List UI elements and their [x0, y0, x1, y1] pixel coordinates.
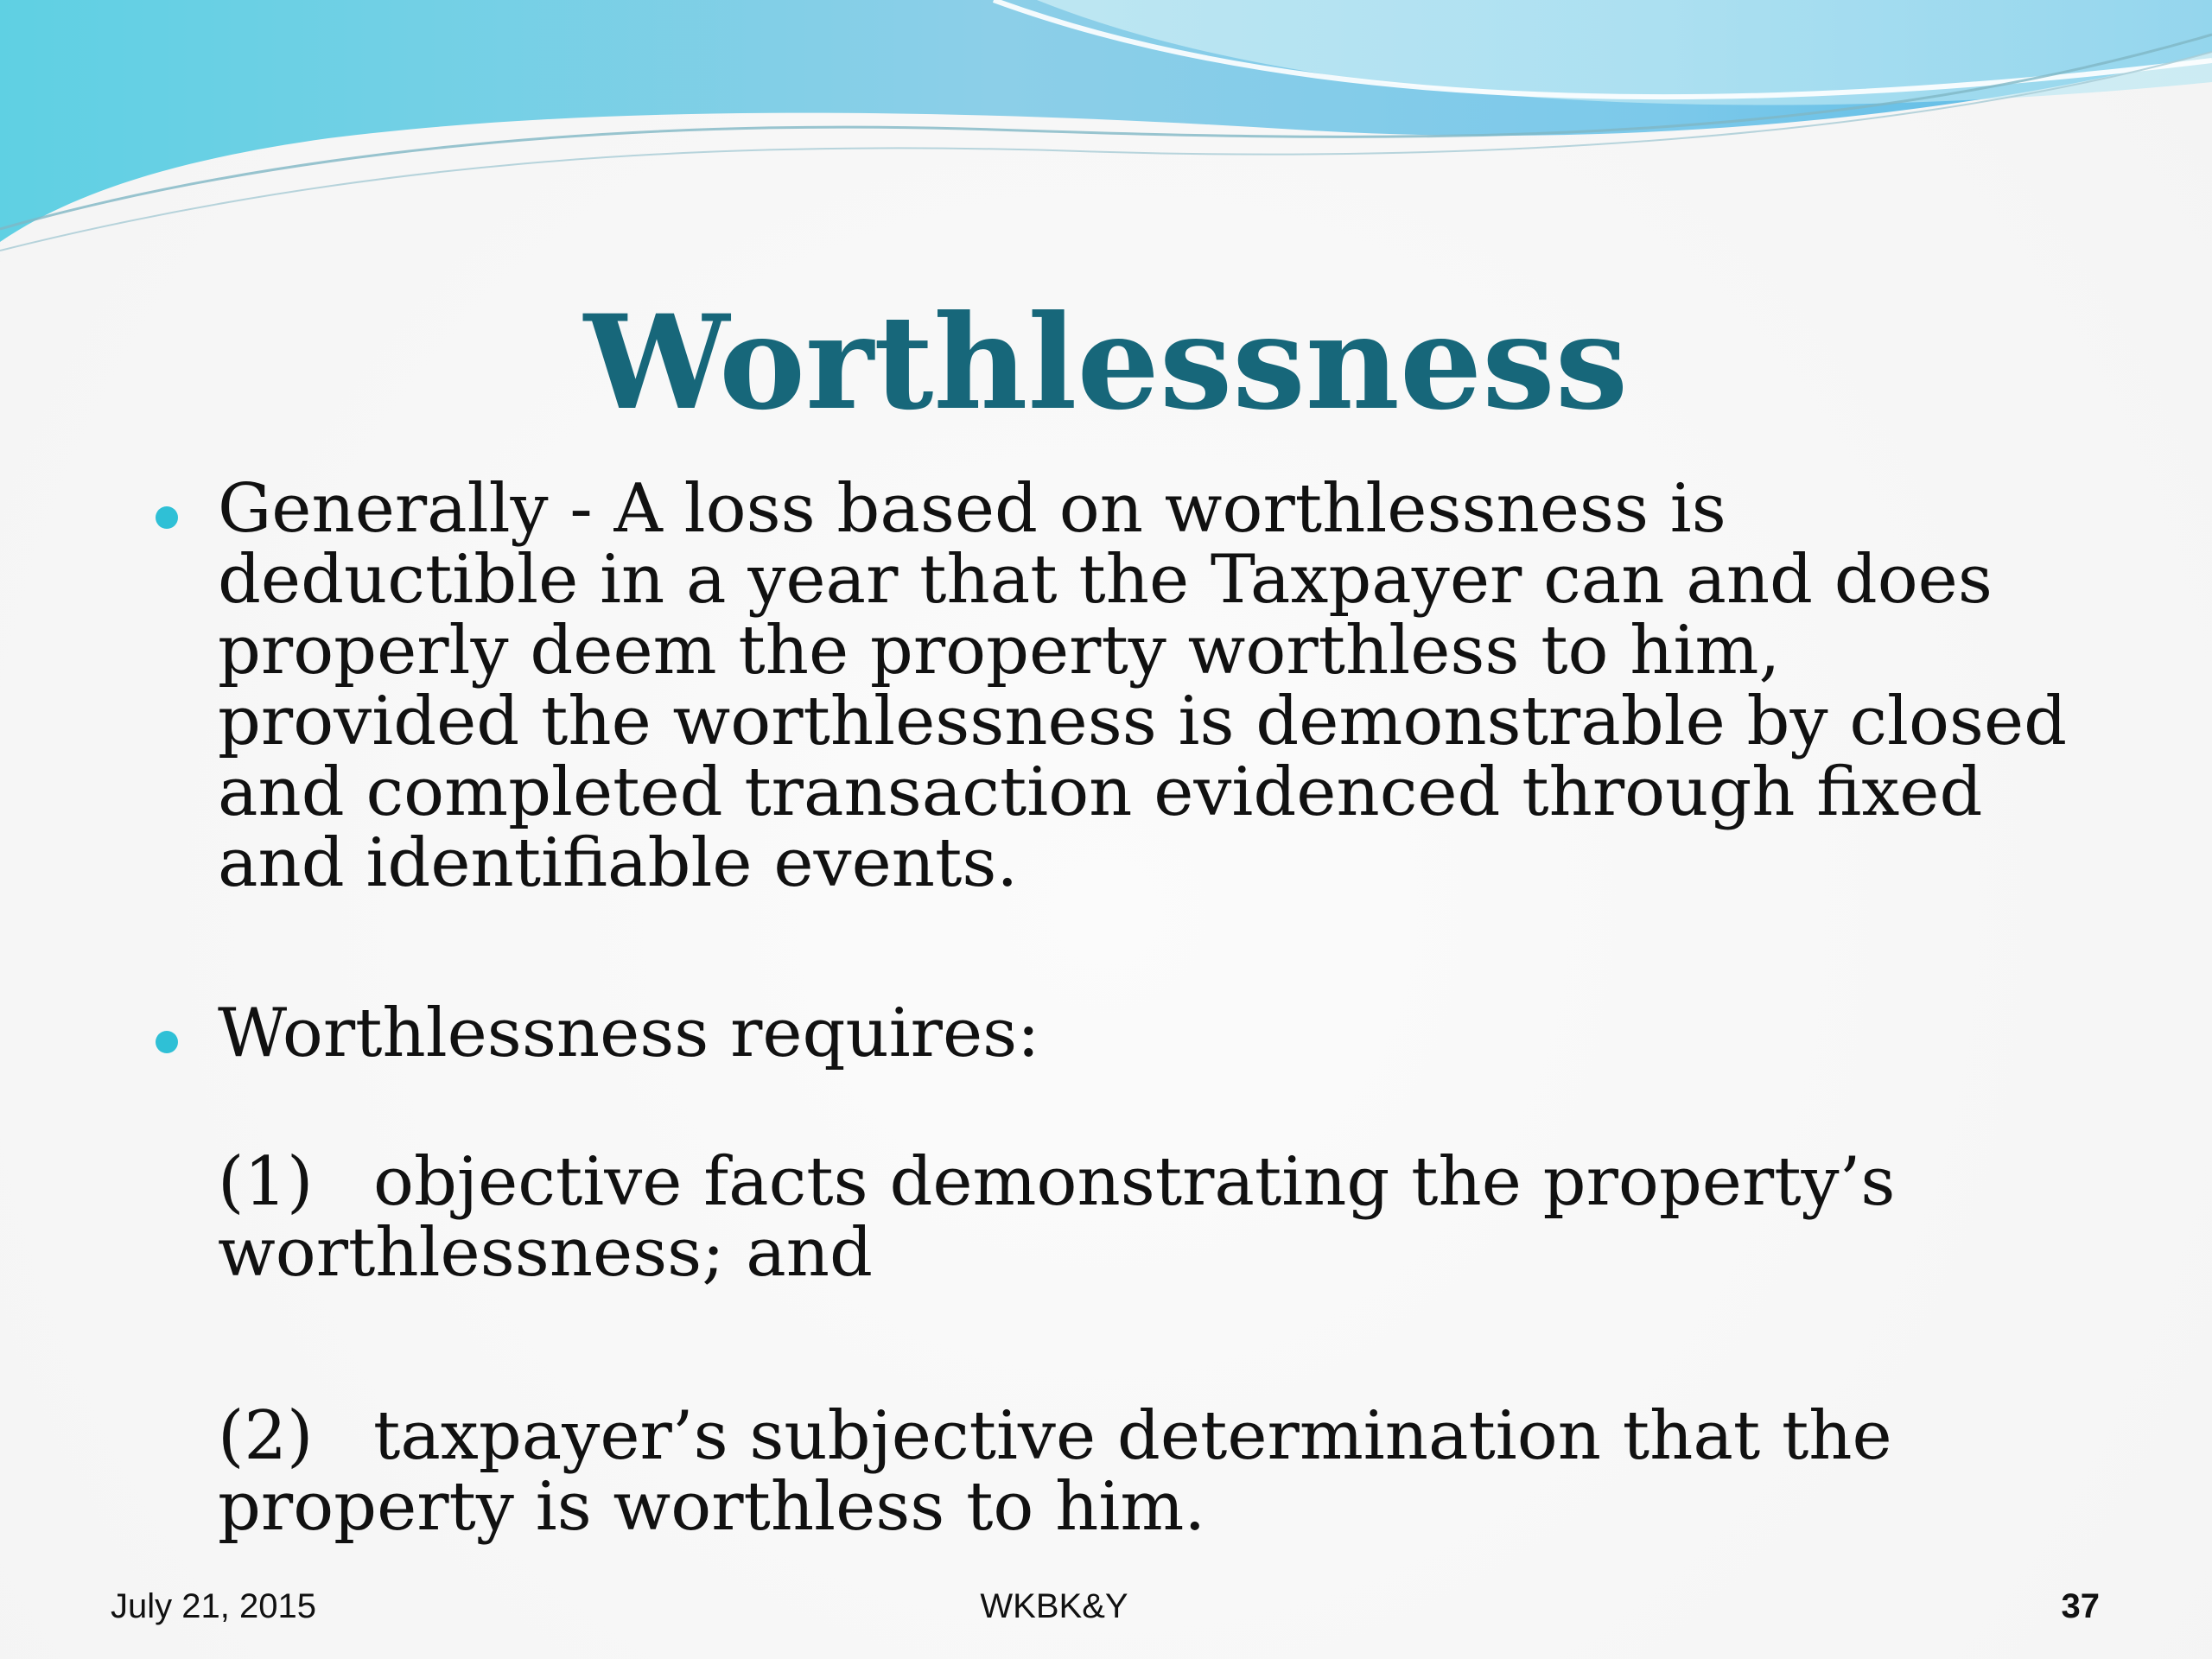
bullet-dot-icon: [156, 506, 178, 529]
sub-item-1: [156, 1143, 2074, 1292]
sub-item-number: (2): [218, 1397, 314, 1475]
sub-item-2: [156, 1397, 2074, 1546]
footer-organization: WKBK&Y: [980, 1587, 1128, 1625]
footer-page-number: 37: [2061, 1587, 2100, 1625]
bullet-item-general: [156, 470, 2074, 902]
sub-item-text: objective facts demonstrating the property’s worthlessness; and: [218, 1143, 1896, 1292]
bullet-dot-icon: [156, 1031, 178, 1053]
bullet-text: Generally - A loss based on worthlessness is deductible in a year that the Taxpayer can and does properly deem the property worthless to him, provided the worthlessness is demonstrable by closed and completed transaction evidenced through fixed and identifiable events.: [218, 470, 2068, 902]
decorative-wave-banner: [0, 0, 2212, 259]
slide-content: [156, 470, 2074, 1546]
bullet-text: Worthlessness requires:: [218, 995, 1040, 1072]
bullet-item-requires: [156, 995, 2074, 1072]
footer-date: July 21, 2015: [111, 1587, 316, 1625]
sub-item-number: (1): [218, 1143, 314, 1221]
sub-item-text: taxpayer’s subjective determination that the property is worthless to him.: [218, 1397, 1892, 1546]
slide-title: Worthlessness: [583, 287, 1629, 439]
